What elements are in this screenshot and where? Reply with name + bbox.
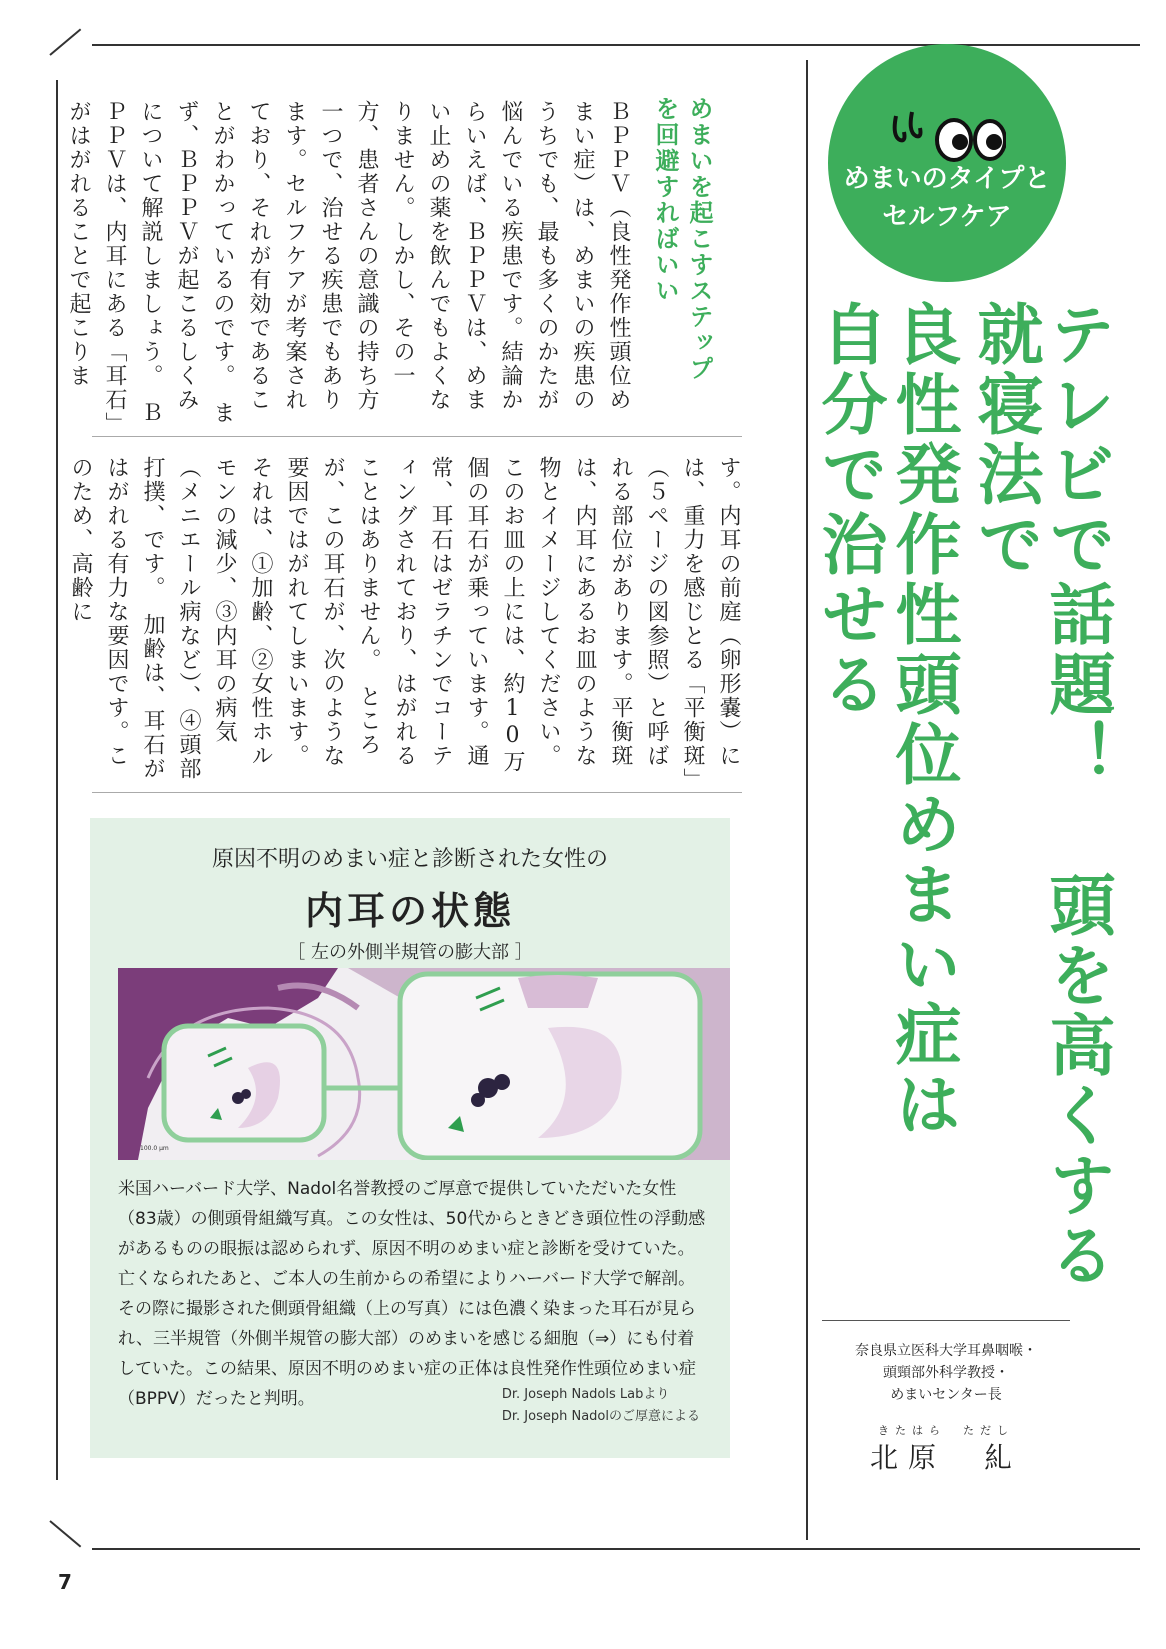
figure-credit xyxy=(502,1384,700,1428)
body-divider-1 xyxy=(92,436,742,437)
figure-caption: 米国ハーバード大学、Nadol名誉教授のご厚意で提供していただいた女性（83歳）の側頭骨組織写真。この女性は、50代からときどき頭位性の浮動感があるものの眼振は認められず、原因不明のめまい症と診断を受けていた。亡くなられたあと、ご本人の生前からの希望によりハーバード大学で解剖。その際に撮影された側頭骨組織（上の写真）には色濃く染まった耳石が見られ、三半規管（外側半規管の膨大部）のめまいを感じる細胞（⇒）にも付着していた。この結果、原因不明のめまい症の正体は良性発作性頭位めまい症（BPPV）だったと判明。 xyxy=(118,1179,706,1409)
body-text-lower: す。内耳の前庭（卵形嚢）には、重力を感じとる「平衡斑」（５ページの図参照）と呼ばれる部位があります。平衡斑は、内耳にあるお皿のような物とイメージしてください。このお皿の上には、約10万個の耳石が乗っています。通常、耳石はゼラチンでコーティングされており、はがれることはありません。 ところが、この耳石が、次のような要因ではがれてしまいます。それは、①加齢、②女性ホルモンの減少、③内耳の病気（メニエール病など）、④頭部打撲、です。 加齢は、耳石がはがれる有力な要因です。このため、高齢に xyxy=(68,456,741,781)
title-column-1: テレビで話題！ 頭を高くする就寝法で xyxy=(966,300,1115,1291)
section-heading-line-1: めまいを起こすステップ xyxy=(685,96,713,382)
frame-top-rule xyxy=(92,44,1140,46)
frame-left-rule xyxy=(56,80,58,1480)
figure-subtitle: ［ 左の外側半規管の膨大部 ］ xyxy=(287,942,533,963)
title-column-3: 自分で治せる xyxy=(810,300,887,720)
author-ruby: きたはら ただし xyxy=(878,1424,1014,1437)
author-affiliation xyxy=(822,1340,1070,1406)
section-badge xyxy=(828,44,1066,282)
section-heading-line-2: を回避すればいい xyxy=(651,96,679,304)
affiliation-line-1: 奈良県立医科大学耳鼻咽喉・ xyxy=(855,1343,1037,1359)
frame-corner-bottom xyxy=(49,1520,81,1547)
inner-ear-photo xyxy=(118,968,730,1160)
badge-label xyxy=(844,160,1051,236)
section-heading xyxy=(648,96,716,426)
body-text-upper: ＢＰＰＶ（良性発作性頭位めまい症）は、めまいの疾患のうちでも、最も多くのかたが悩んでいる疾患です。結論からいえば、ＢＰＰＶは、めまい止めの薬を飲んでもよくなりません。しかし、その一方、患者さんの意識の持ち方一つで、治せる疾患でもあります。セルフケアが考案されており、それが有効であることがわかっているのです。 まず、ＢＰＰＶが起こるしくみについて解説しましょう。 ＢＰＰＶは、内耳にある「耳石」がはがれることで起こりま xyxy=(66,100,631,425)
figure-box xyxy=(90,818,730,1458)
author-rule xyxy=(822,1320,1070,1321)
page-number: 7 xyxy=(58,1570,72,1594)
title-column-2: 良性発作性頭位めまい症は xyxy=(884,300,961,1140)
body-divider-2 xyxy=(92,792,742,793)
credit-line-2: Dr. Joseph Nadolのご厚意による xyxy=(501,1409,700,1424)
badge-line-2: セルフケア xyxy=(882,202,1012,232)
affiliation-line-2: 頭頸部外科学教授・ xyxy=(883,1365,1009,1381)
badge-line-1: めまいのタイプと xyxy=(843,164,1051,194)
eyes-icon xyxy=(886,106,1006,166)
author-name: 北原 糺 xyxy=(869,1441,1022,1474)
figure-kicker: 原因不明のめまい症と診断された女性の xyxy=(211,847,608,872)
frame-corner-top xyxy=(49,29,81,56)
scale-bar-label: 100.0 μm xyxy=(140,1145,169,1152)
frame-bottom-rule xyxy=(92,1548,1140,1550)
figure-title: 内耳の状態 xyxy=(304,889,515,933)
affiliation-line-3: めまいセンター長 xyxy=(890,1387,1002,1403)
credit-line-1: Dr. Joseph Nadols Labより xyxy=(501,1387,670,1402)
